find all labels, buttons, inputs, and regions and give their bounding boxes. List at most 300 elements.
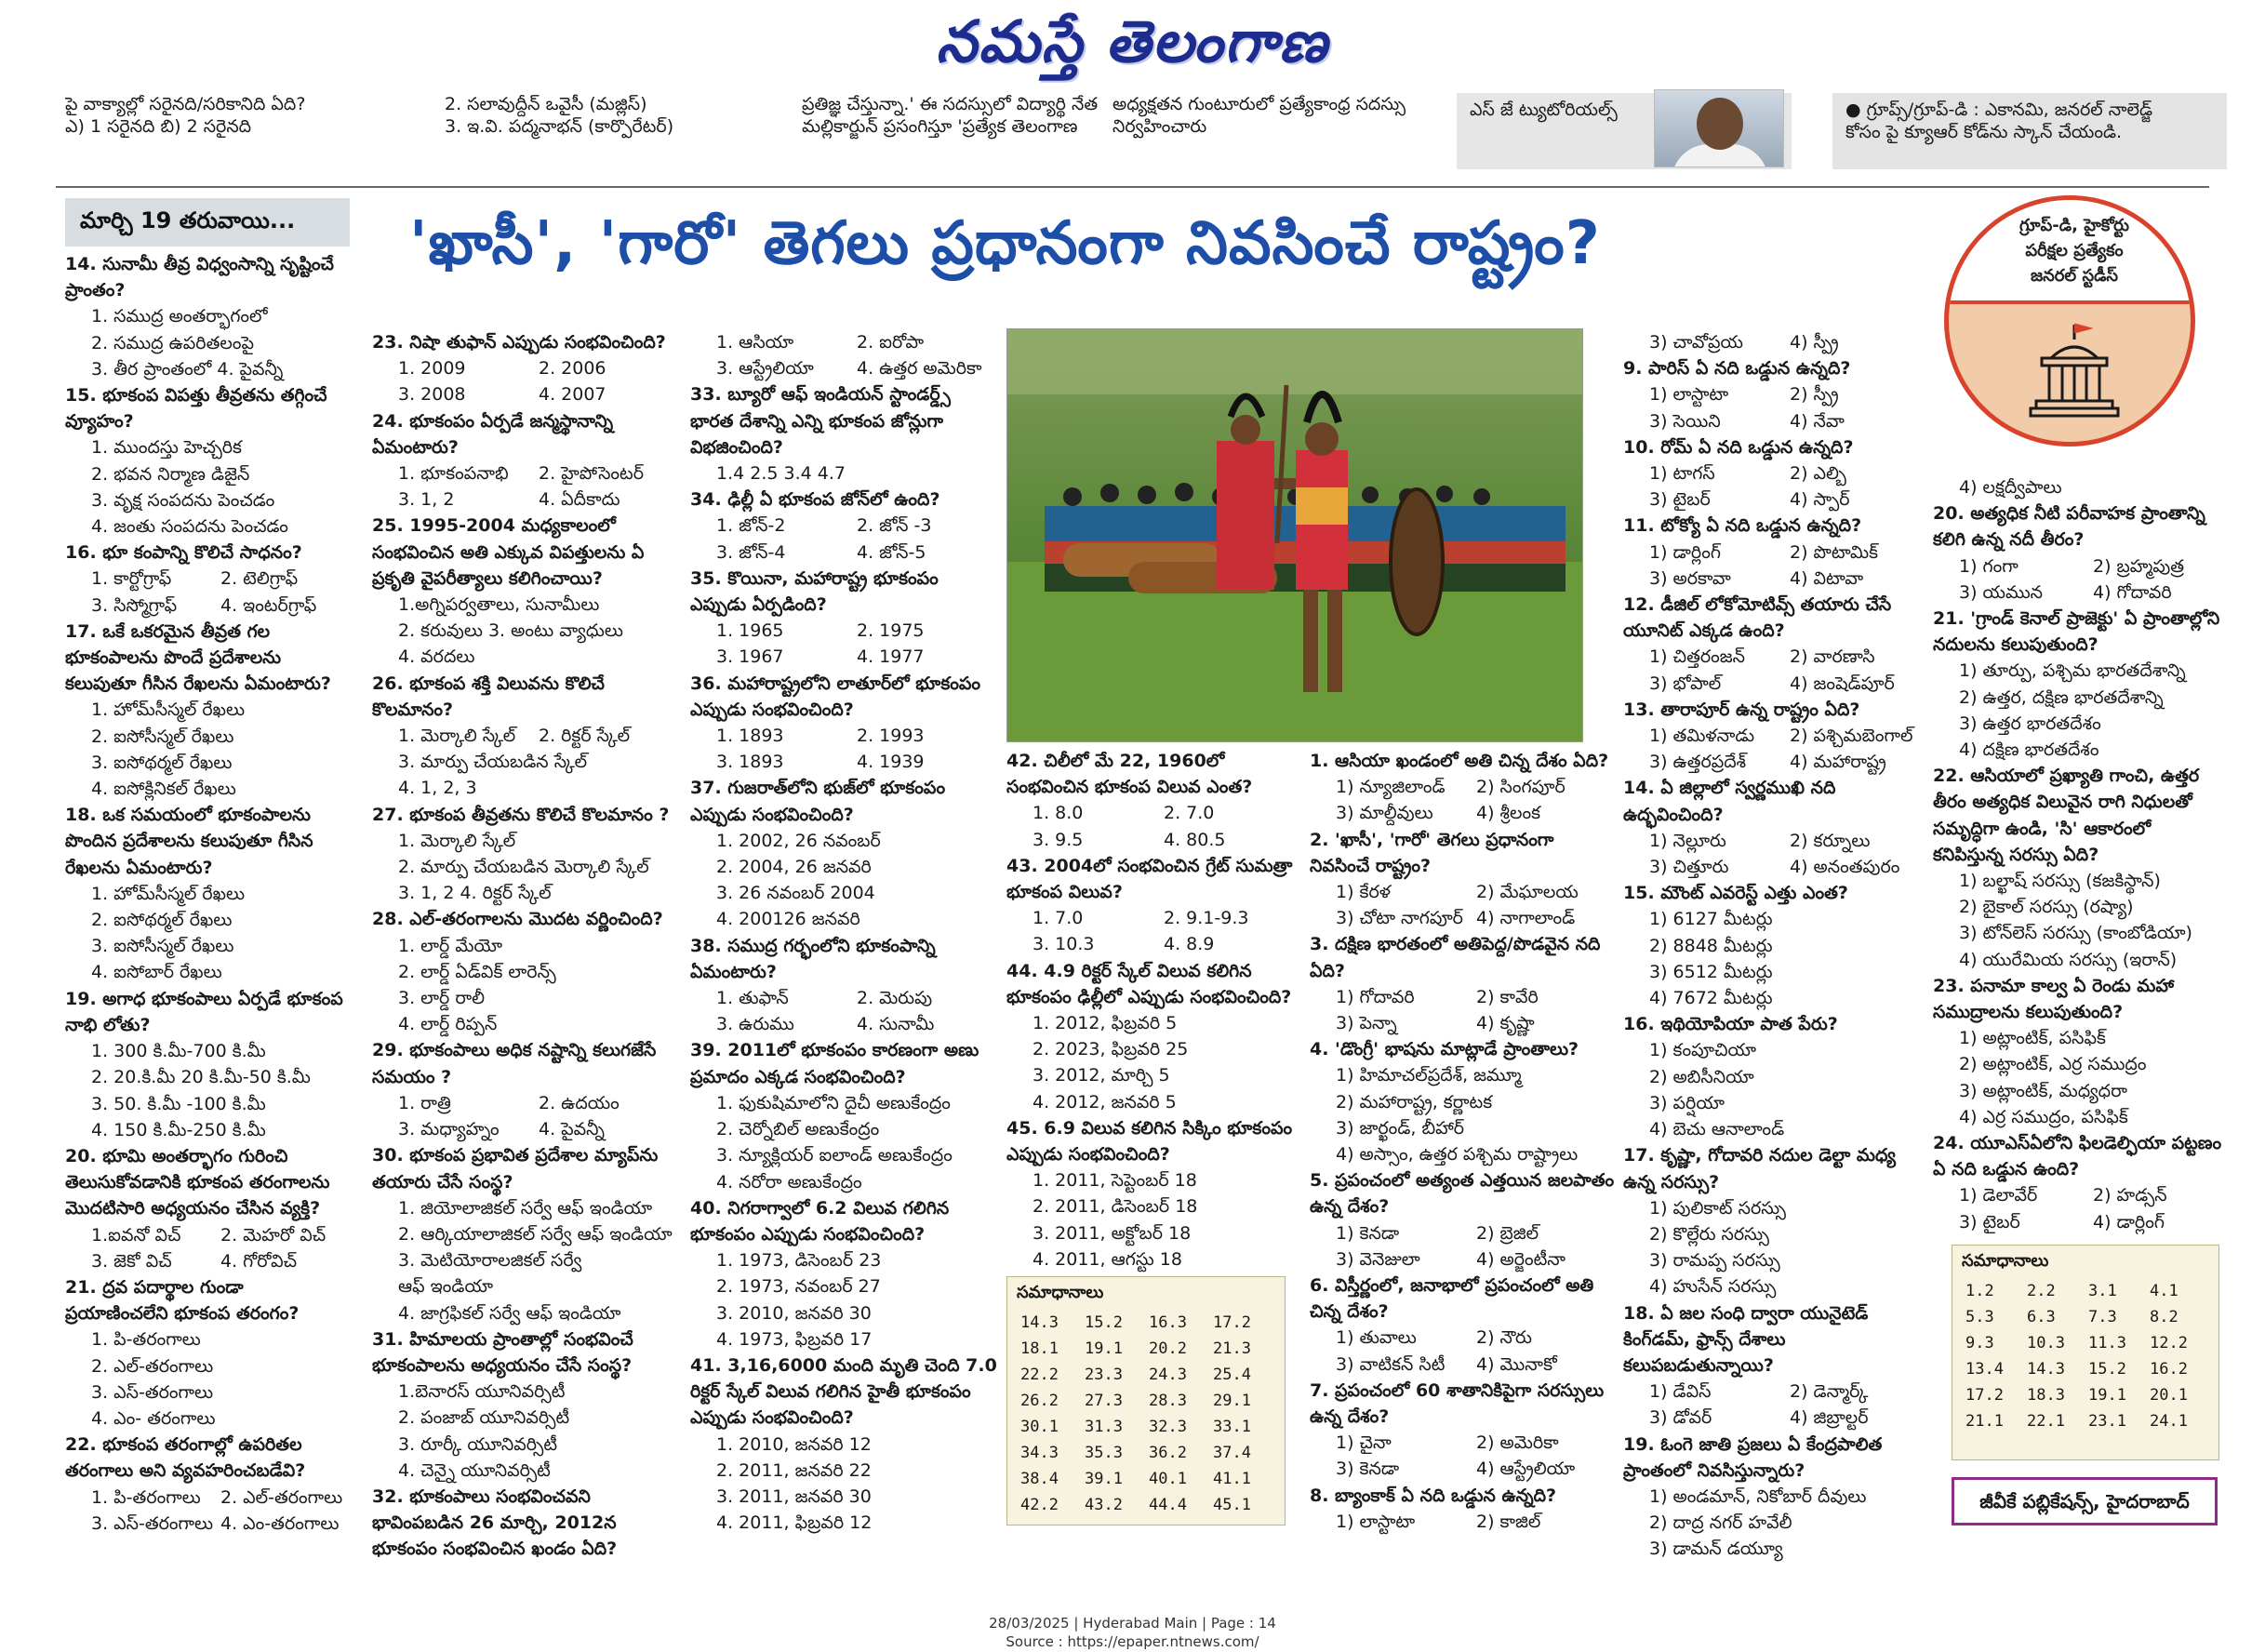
answer-item: 17.2 [1213,1313,1251,1332]
questions-column-2 [372,329,679,1563]
questions-column-4 [1006,748,1295,1272]
option-text: 2) కొల్లేరు సరస్సు [1649,1223,1769,1245]
answer-item: 4.1 [2150,1282,2178,1300]
option-row [1310,1456,1617,1482]
option-text: 3) టైబర్ [1649,489,1711,511]
option-text: 3. 10.3 [1033,934,1095,955]
option-text: 4. ఉత్తర అమెరికా [857,358,982,380]
option-text: 1. ఆసియా [716,332,794,353]
option-row [1623,1379,1930,1405]
option-text: 2. మార్పు చేయబడిన మెర్కాలి స్కేల్ [398,857,649,878]
question-text: 29. భూకంపాలు అధిక నష్టాన్ని కలుగజేసే సమయం ? [372,1040,657,1087]
option-text: 4. ఇంటర్‌గ్రాఫ్ [220,594,317,616]
answer-item: 16.2 [2150,1360,2188,1379]
option-text: 3. లార్డ్ రాలీ [398,988,486,1009]
option-text: 3) చావోప్రయ [1649,332,1743,353]
option-text: 3) జార్ఖండ్, బీహార్ [1336,1117,1464,1139]
questions-column-3 [690,329,997,1536]
option-text: 1) డార్లింగ్ [1649,541,1721,563]
option-row [1310,1220,1617,1246]
option-row [1933,553,2227,580]
option-text: 4) విటావా [1790,567,1864,589]
answer-item: 14.3 [2027,1360,2065,1379]
option-text: 4. 1939 [857,752,925,773]
footer-date-line: 28/03/2025 | Hyderabad Main | Page : 14 [989,1615,1276,1632]
option-row [1310,1430,1617,1456]
option-row [1006,827,1295,853]
avatar-head [1697,98,1743,150]
answer-item: 9.3 [1965,1334,1994,1352]
option-text: 4) అనంతపురం [1790,857,1900,878]
option-text: 3) 6512 మీటర్లు [1649,961,1773,982]
option-row [1006,800,1295,826]
option-row [65,1511,350,1537]
option-row [1310,774,1617,800]
strip-line: ప్రతిజ్ఞ చేస్తున్నా.' ఈ సదస్సులో విద్యార్థి నేత [802,94,1099,114]
question-text: 35. కొయినా, మహారాష్ట్ర భూకంపం ఎప్పుడు ఏర్పడింది? [690,567,939,616]
answers-box-2 [1952,1245,2219,1460]
option-text: 1) కేరళ [1336,882,1391,903]
answers-grid-2 [1952,1278,2218,1439]
option-text: 2. ఆర్కియాలాజికల్ సర్వే ఆఫ్ ఇండియా [398,1223,673,1245]
option-text: 4. ఐసోబార్ రేఖలు [91,962,222,983]
answer-item: 14.3 [1020,1313,1059,1332]
answer-item: 41.1 [1213,1470,1251,1488]
option-row [1623,723,1930,749]
option-text: 3. 2010, జనవరి 30 [716,1302,872,1324]
strip-line: ఎ) 1 సరైనది బి) 2 సరైనది [65,116,252,137]
question-text: 20. అత్యధిక నీటి పరీవాహక ప్రాంతాన్ని కలిగి ఉన్న నదీ తీరం? [1933,503,2205,551]
option-text: 2. 2011, డిసెంబర్ 18 [1033,1196,1198,1218]
option-text: 1. 2012, ఫిబ్రవరి 5 [1033,1013,1178,1034]
option-row [690,618,997,644]
question-text: 21. 'గ్రాండ్ కెనాల్ ప్రాజెక్టు' ఏ ప్రాంతాల్లోని నదులను కలుపుతుంది? [1933,608,2220,656]
option-text: 4. సునామీ [857,1014,935,1035]
option-row [1623,854,1930,880]
option-text: 4. జంతు సంపదను పెంచడం [91,516,288,538]
answer-item: 38.4 [1020,1470,1059,1488]
option-text: 1. ఫుకుషిమాలోని దైచీ అణుకేంద్రం [716,1092,951,1113]
option-text: 2. 2004, 26 జనవరి [716,857,872,878]
option-row [1006,905,1295,931]
answer-item: 19.1 [1085,1339,1123,1358]
option-text: 3) టైబర్ [1959,1211,2020,1232]
answer-item: 30.1 [1020,1418,1059,1436]
question-text: 12. డీజిల్ లోకోమోటివ్స్ తయారు చేసే యూనిట్ ఎక్కడ ఉంది? [1623,594,1892,642]
question-text: 19. అగాధ భూకంపాలు ఏర్పడే భూకంప నాభి లోతు? [65,988,343,1035]
option-text: 4. లార్డ్ రిప్పన్ [398,1014,498,1035]
option-text: 1. 2009 [398,358,466,380]
option-text: 1) తూర్పు, పశ్చిమ భారతదేశాన్ని [1959,660,2186,682]
option-text: 2) నౌరు [1476,1327,1532,1349]
option-text: 3. 2011, జనవరి 30 [716,1485,872,1507]
option-text: 2) వారణాసి [1790,646,1875,668]
option-row [372,486,679,513]
option-text: 3) అట్లాంటిక్, మధ్యధరా [1959,1080,2127,1101]
answer-item: 39.1 [1085,1470,1123,1488]
option-text: 3. 50. కి.మీ -100 కి.మీ [91,1093,266,1114]
option-text: 3. జెకో విచ్ [91,1250,172,1272]
option-text: 3. ఉరుము [716,1014,794,1035]
option-text: 3. న్యూక్లియర్ ఐలాండ్ అణుకేంద్రం [716,1145,953,1166]
question-text: 45. 6.9 విలువ కలిగిన సిక్కిం భూకంపం ఎప్పుడు సంభవించింది? [1006,1117,1293,1166]
option-text: 4. ఎం-తరంగాలు [220,1512,340,1534]
strip-line: కోసం పై క్యూఆర్ కోడ్‌ను స్కాన్ చేయండి. [1845,122,2123,142]
option-text: 1. 1965 [716,620,784,642]
option-text: 2. 7.0 [1164,803,1215,824]
option-text: 1. పి-తరంగాలు [91,1486,201,1508]
option-row [1623,749,1930,775]
option-text: 2) హడ్సన్ [2093,1185,2167,1206]
question-text: 41. 3,16,6000 మంది మృతి చెంది 7.0 రిక్టర్ స్కేల్ విలువ గలిగిన హైతీ భూకంపం ఎప్పుడు సంభవించింది? [690,1354,997,1429]
option-row [1933,1209,2227,1235]
option-text: 2) సింగపూర్ [1476,777,1566,798]
option-text: 3. 1893 [716,752,784,773]
option-text: 4) అర్జెంటీనా [1476,1248,1566,1270]
option-row [1310,984,1617,1010]
strip-text-1 [65,93,419,167]
option-text: 4) స్పార్ [1790,489,1850,511]
option-text: 1. రాత్రి [398,1092,451,1113]
option-text: 2) బైకాల్ సరస్సు (రష్యా) [1959,897,2134,918]
option-text: 3. 2011, అక్టోబర్ 18 [1033,1222,1192,1244]
option-text: 4. 1, 2, 3 [398,778,477,799]
answer-item: 29.1 [1213,1392,1251,1410]
option-row [372,460,679,486]
option-text: 3. ఎస్-తరంగాలు [91,1381,214,1403]
option-text: 2. హైపోసెంటర్ [539,463,644,485]
option-text: 3) చిత్తూరు [1649,857,1729,878]
question-text: 36. మహారాష్ట్రలోని లాతూర్‌లో భూకంపం ఎప్పుడు సంభవించింది? [690,673,981,720]
option-text: 1) కెనడా [1336,1222,1400,1244]
option-text: 3. 1, 2 4. రిక్టర్ స్కేల్ [398,883,552,904]
answer-item: 36.2 [1149,1444,1187,1462]
tribal-dance-photo [1006,328,1583,742]
answer-item: 34.3 [1020,1444,1059,1462]
option-text: 4. ఏదీకాదు [539,489,620,511]
question-text: 20. భూమి అంతర్భాగం గురించి తెలుసుకోవడానికి భూకంప తరంగాలను మొదటిసారి అధ్యయనం చేసిన వ్యక్తి? [65,1145,330,1219]
section-tag: మార్చి 19 తరువాయి... [65,198,350,246]
option-text: 4. జోన్-5 [857,541,926,563]
option-text: 2) డెన్మార్క్ [1790,1381,1869,1403]
option-text: 4) ఎర్ర సముద్రం, పసిఫిక్ [1959,1106,2128,1127]
option-text: 3) డామన్ డయ్యూ [1649,1539,1783,1560]
option-row [1623,408,1930,434]
option-text: 1. తుఫాన్ [716,988,789,1009]
answer-item: 21.1 [1965,1412,2004,1431]
question-text: 7. ప్రపంచంలో 60 శాతానికిపైగా సరస్సులు ఉన్న దేశం? [1310,1379,1605,1428]
option-row [1310,879,1617,905]
option-text: 3) టోన్‌లెస్ సరస్సు (కాంబోడియా) [1959,923,2192,944]
question-text: 30. భూకంప ప్రభావిత ప్రదేశాల మ్యాప్‌ను తయారు చేసే సంస్థ? [372,1145,659,1192]
option-text: 2. లార్డ్ ఏడ్‌విక్ లారెన్స్ [398,961,556,982]
answer-item: 11.3 [2088,1334,2126,1352]
option-text: 4) డార్లింగ్ [2093,1211,2165,1232]
option-text: 3) యమున [1959,581,2043,603]
answer-item: 40.1 [1149,1470,1187,1488]
question-text: 24. భూకంపం ఏర్పడే జన్మస్థానాన్ని ఏమంటారు? [372,410,614,458]
answer-item: 24.3 [1149,1366,1187,1384]
questions-column-6 [1623,329,1930,1563]
option-text: 1) న్యూజిలాండ్ [1336,777,1446,798]
question-text: 33. బ్యూరో ఆఫ్ ఇండియన్ స్టాండర్డ్స్ భారత దేశాన్ని ఎన్ని భూకంప జోన్లుగా విభజించింది? [690,384,951,458]
option-text: 2) పొటామిక్ [1790,541,1879,563]
option-text: 4. 2012, జనవరి 5 [1033,1091,1177,1112]
option-text: 1) గంగా [1959,555,2019,577]
option-text: 1. 1973, డిసెంబర్ 23 [716,1250,882,1272]
option-text: 1) లాస్టాటా [1649,384,1729,406]
option-text: 4. చెన్నై యూనివర్సిటీ [398,1459,551,1481]
answers-title-2: సమాధానాలు [1962,1251,2049,1271]
question-text: 27. భూకంప తీవ్రతను కొలిచే కొలమానం ? [372,804,670,825]
strip-text-3 [802,93,1109,167]
question-text: 40. నిగరాగ్వాలో 6.2 విలువ గలిగిన భూకంపం ఎప్పుడు సంభవించింది? [690,1197,950,1245]
option-row [1623,540,1930,566]
option-text: 2. రిక్టర్ స్కేల్ [539,726,631,747]
option-row [690,540,997,566]
option-text: 2. టెలిగ్రాఫ్ [220,568,299,590]
option-text: 1. ముందస్తు హెచ్చరిక [91,437,242,459]
option-row [1623,671,1930,697]
answer-item: 22.2 [1020,1366,1059,1384]
option-text: 3. 2008 [398,384,466,406]
answer-item: 1.2 [1965,1282,1994,1300]
question-text: 17. ఒకే ఒకరమైన తీవ్రత గల భూకంపాలను పొందే ప్రదేశాలను కలుపుతూ గీసిన రేఖలను ఏమంటారు? [65,620,331,695]
option-text: 2) బ్రెజిల్ [1476,1222,1539,1244]
option-text: 4. ఐసోక్లినికల్ రేఖలు [91,779,236,800]
answer-item: 26.2 [1020,1392,1059,1410]
option-text: 1. 2002, 26 నవంబర్ [716,830,881,851]
option-row [690,513,997,539]
option-text: 3. తీర ప్రాంతంలో 4. పైవన్నీ [91,358,284,380]
option-text: 4) గోదావరి [2093,581,2172,603]
option-text: 2) బ్రహ్మపుత్ర [2093,555,2184,577]
question-text: 31. హిమాలయ ప్రాంతాల్లో సంభవించే భూకంపాలను అధ్యయనం చేసే సంస్థ? [372,1328,633,1376]
option-text: 1. కార్టోగ్రాఫ్ [91,568,172,590]
option-text: 1) అట్లాంటిక్, పసిఫిక్ [1959,1028,2106,1049]
option-text: 2) కాజిల్ [1476,1511,1541,1532]
question-text: 15. భూకంప విపత్తు తీవ్రతను తగ్గించే వ్యూహం? [65,385,327,433]
badge-line-1: గ్రూప్-డి, హైకోర్టు [2019,216,2130,235]
option-text: 1. భూకంపనాభి [398,463,509,485]
option-text: 1) తువాలు [1336,1327,1417,1349]
newspaper-logo: నమస్తే తెలంగాణ [936,7,1329,75]
answer-item: 44.4 [1149,1496,1187,1514]
page-headline: 'ఖాసీ', 'గారో' తెగలు ప్రధానంగా నివసించే రాష్ట్రం? [409,209,1601,278]
option-text: 1) డేవిస్ [1649,1381,1712,1403]
publisher-credit: జీవీకే పబ్లికేషన్స్, హైదరాబాద్ [1952,1477,2218,1525]
option-text: 3. ఆస్ట్రేలియా [716,358,814,380]
answer-item: 32.3 [1149,1418,1187,1436]
option-text: 2. 1993 [857,726,925,747]
strip-line: అధ్యక్షతన గుంటూరులో ప్రత్యేకాంధ్ర సదస్సు [1113,94,1406,114]
question-text: 10. రోమ్ ఏ నది ఒడ్డున ఉన్నది? [1623,436,1854,458]
option-text: 4. 2007 [539,384,606,406]
option-text: 3. ఐసోథర్మల్ రేఖలు [91,752,233,773]
option-text: 4) నేవా [1790,410,1845,432]
option-text: 1) బల్ఖాష్ సరస్సు (కజకిస్థాన్) [1959,871,2161,892]
option-text: 2. మెహరో విచ్ [220,1224,326,1246]
answers-box-1 [1006,1276,1286,1525]
footer-source-line: Source : https://epaper.ntnews.com/ [1006,1633,1259,1650]
question-text: 32. భూకంపాలు సంభవించవని భావింపబడిన 26 మార్చి, 2012న భూకంపం సంభవించిన ఖండం ఏది? [372,1485,618,1560]
answer-item: 12.2 [2150,1334,2188,1352]
question-text: 16. ఇథియోపియా పాత పేరు? [1623,1014,1838,1035]
option-row [1310,800,1617,826]
question-text: 18. ఏ జల సంధి ద్వారా యునైటెడ్ కింగ్‌డమ్, ఫ్రాన్స్ దేశాలు కలుపబడుతున్నాయి? [1623,1302,1869,1376]
question-text: 39. 2011లో భూకంపం కారణంగా అణు ప్రమాదం ఎక్కడ సంభవించింది? [690,1040,979,1087]
option-text: 3) వెనెజులా [1336,1248,1420,1270]
option-text: 3) రామప్ప సరస్సు [1649,1250,1780,1272]
answer-item: 2.2 [2027,1282,2056,1300]
question-text: 37. గుజరాత్‌లోని భుజ్‌లో భూకంపం ఎప్పుడు సంభవించింది? [690,778,946,825]
option-row [372,1090,679,1116]
option-row [690,644,997,670]
option-text: 1. పి-తరంగాలు [91,1329,201,1351]
option-text: 2) ఉత్తర, దక్షిణ భారతదేశాన్ని [1959,686,2164,708]
strip-text-2 [445,93,798,167]
answer-item: 23.3 [1085,1366,1123,1384]
option-text: 2) అట్లాంటిక్, ఎర్ర సముద్రం [1959,1054,2147,1075]
answers-title-1: సమాధానాలు [1017,1283,1104,1302]
option-text: 4) యురేమియ సరస్సు (ఇరాన్) [1959,949,2178,970]
answer-item: 10.3 [2027,1334,2065,1352]
option-text: 3. ఐసోసీస్మల్ రేఖలు [91,936,234,957]
option-text: 3. మధ్యాహ్నం [398,1119,500,1140]
option-text: 3. వృక్ష సంపదను పెంచడం [91,489,275,511]
option-text: 2. భవన నిర్మాణ డిజైన్ [91,463,250,485]
option-text: 4) జంషెడ్‌పూర్ [1790,673,1895,694]
question-text: 38. సముద్ర గర్భంలోని భూకంపాన్ని ఏమంటారు? [690,935,936,982]
question-text: 34. ఢిల్లీ ఏ భూకంప జోన్‌లో ఉంది? [690,489,940,511]
option-text: 2. పంజాబ్ యూనివర్సిటీ [398,1407,570,1429]
question-text: 21. ద్రవ పదార్థాల గుండా ప్రయాణించలేని భూకంప తరంగం? [65,1276,300,1325]
answer-item: 18.1 [1020,1339,1059,1358]
option-text: 3) చోటా నాగపూర్ [1336,908,1463,929]
option-text: 3. 9.5 [1033,829,1084,850]
option-row [372,1116,679,1142]
answer-item: 24.1 [2150,1412,2188,1431]
option-text: 1. హోమ్‌సీస్మల్ రేఖలు [91,883,246,904]
option-text: 1. 7.0 [1033,908,1084,929]
answer-item: 25.4 [1213,1366,1251,1384]
option-text: 2) పశ్చిమబెంగాల్ [1790,726,1913,747]
option-text: 4. 8.9 [1164,934,1215,955]
question-text: 1. ఆసియా ఖండంలో అతి చిన్న దేశం ఏది? [1310,751,1609,771]
option-row [1933,580,2227,606]
option-text: 4) మహారాష్ట్ర [1790,752,1886,773]
option-text: 4) మొనాకో [1476,1353,1557,1375]
answer-item: 23.1 [2088,1412,2126,1431]
badge-label [1949,200,2195,304]
question-text: 19. ఓంగె జాతి ప్రజలు ఏ కేంద్రపాలిత ప్రాంతంలో నివసిస్తున్నారు? [1623,1433,1883,1481]
option-text: 4. 80.5 [1164,829,1226,850]
option-text: 2. జోన్ -3 [857,515,932,537]
option-row [1623,566,1930,592]
option-text: 4. పైవన్నీ [539,1119,606,1140]
option-text: 2. ఎల్-తరంగాలు [220,1486,343,1508]
option-text: 3) వాటికన్ సిటీ [1336,1353,1446,1375]
option-text: 4. 150 కి.మీ-250 కి.మీ [91,1119,266,1140]
option-text: 2. సముద్ర ఉపరితలంపై [91,332,254,353]
option-text: 3) అరకావా [1649,567,1731,589]
option-text: 2. 1975 [857,620,925,642]
option-row [1623,460,1930,486]
strip-line: ● గ్రూప్స్/గ్రూప్-డి : ఎకానమి, జనరల్ నాలెడ్జ్ [1845,100,2153,120]
author-photo [1654,89,1784,167]
question-text: 2. 'ఖాసీ', 'గారో' తెగలు ప్రధానంగా నివసించే రాష్ట్రం? [1310,829,1554,876]
strip-line: నిర్వహించారు [1113,116,1207,137]
option-text: 1) టాగస్ [1649,463,1715,485]
option-row [65,1485,350,1511]
question-text: 22. ఆసియాలో ప్రఖ్యాతి గాంచి, ఉత్తర తీరం అత్యధిక విలువైన రాగి నిధులతో సమృద్ధిగా ఉండి, 'సి' ఆకారంలో కనిపిస్తున్న సరస్సు ఏది? [1933,766,2200,865]
answer-item: 20.2 [1149,1339,1187,1358]
option-row [690,985,997,1011]
option-text: 3) ఉత్తర భారతదేశం [1959,713,2101,734]
option-text: 4. గోరోవిచ్ [220,1250,298,1272]
question-text: 44. 4.9 రిక్టర్ స్కేల్ విలువ కలిగిన భూకంపం ఢిల్లీలో ఎప్పుడు సంభవించింది? [1006,960,1292,1007]
option-text: 4. 1973, ఫిబ్రవరి 17 [716,1328,873,1350]
option-text: 1. సముద్ర అంతర్భాగంలో [91,306,268,327]
option-row [1623,1405,1930,1431]
option-text: 2) స్ప్రీ [1790,384,1839,406]
option-row [690,723,997,749]
divider-rule [56,186,2209,188]
option-text: 4) 7672 మీటర్లు [1649,988,1773,1009]
answer-item: 3.1 [2088,1282,2117,1300]
question-text: 16. భూ కంపాన్ని కొలిచే సాధనం? [65,542,302,564]
option-text: 4) దక్షిణ భారతదేశం [1959,739,2099,761]
option-text: 4. 1977 [857,646,925,668]
option-row [1310,905,1617,931]
option-text: 3. 1967 [716,646,784,668]
option-text: 4. ఎం- తరంగాలు [91,1407,216,1429]
option-row [372,381,679,407]
option-text: 2) ఎల్బి [1790,463,1846,485]
question-text: 3. దక్షిణ భారతంలో అతిపెద్ద/పొడవైన నది ఏది? [1310,934,1601,981]
option-text: 3. సిస్మోగ్రాఫ్ [91,594,178,616]
option-text: 1) కంపూచియా [1649,1040,1757,1061]
option-text: 3. 2012, మార్చి 5 [1033,1065,1170,1086]
option-text: 4. వరదలు [398,646,475,668]
answer-item: 22.1 [2027,1412,2065,1431]
option-row [1310,1010,1617,1036]
option-row [1623,828,1930,854]
option-text: 2. 20.కి.మీ 20 కి.మీ-50 కి.మీ [91,1067,311,1088]
option-text: 4. 2011, ఆగస్టు 18 [1033,1248,1182,1270]
answer-item: 5.3 [1965,1308,1994,1326]
option-text: 2) 8848 మీటర్లు [1649,935,1773,956]
option-text: 2. ఉదయం [539,1092,620,1113]
option-row [690,329,997,355]
option-row [1933,1182,2227,1208]
option-text: 1.4 2.5 3.4 4.7 [716,463,846,485]
question-text: 22. భూకంప తరంగాల్లో ఉపరితల తరంగాలు అని వ్యవహరించబడేవి? [65,1434,306,1482]
option-row [65,1222,350,1248]
option-text: 3) పర్షియా [1649,1092,1725,1113]
option-text: 4) కృష్ణా [1476,1013,1535,1034]
answer-item: 27.3 [1085,1392,1123,1410]
answer-item: 21.3 [1213,1339,1251,1358]
question-text: 8. బ్యాంకాక్ ఏ నది ఒడ్డున ఉన్నది? [1310,1485,1557,1506]
option-row [1623,644,1930,670]
answer-item: 28.3 [1149,1392,1187,1410]
exam-special-badge [1944,195,2195,446]
question-text: 28. ఎల్-తరంగాలను మొదట వర్ణించింది? [372,909,663,930]
option-text: 1) గోదావరి [1336,986,1415,1007]
option-text: 1) అండమాన్, నికోబార్ దీవులు [1649,1485,1867,1507]
option-text: 1. 2011, సెప్టెంబర్ 18 [1033,1170,1197,1192]
